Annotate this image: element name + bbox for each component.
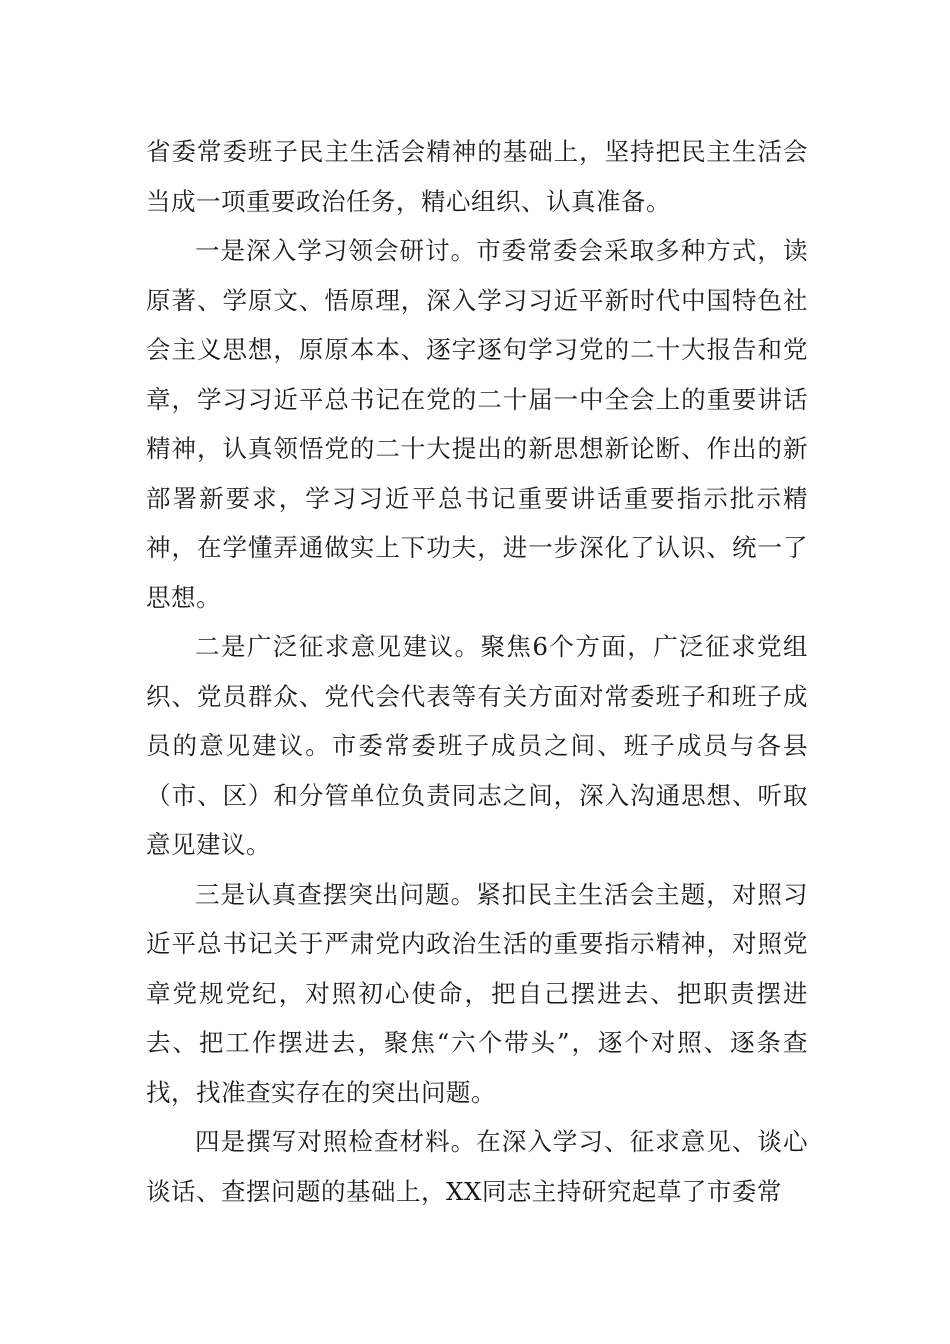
- paragraph-write-materials: 四是撰写对照检查材料。在深入学习、征求意见、谈心谈话、查摆问题的基础上，XX同志主持研究起草了市委常: [146, 1127, 808, 1206]
- document-body: [146, 127, 808, 1216]
- paragraph-study-discussion: 一是深入学习领会研讨。市委常委会采取多种方式，读原著、学原文、悟原理，深入学习习近平新时代中国特色社会主义思想，原原本本、逐字逐句学习党的二十大报告和党章，学习习近平总书记在党的二十届一中全会上的重要讲话精神，认真领悟党的二十大提出的新思想新论断、作出的新部署新要求，学习习近平总书记重要讲话重要指示批示精神，在学懂弄通做实上下功夫，进一步深化了认识、统一了思想。: [146, 236, 808, 612]
- paragraph-solicit-opinions: 二是广泛征求意见建议。聚焦6个方面，广泛征求党组织、党员群众、党代会代表等有关方面对常委班子和班子成员的意见建议。市委常委班子成员之间、班子成员与各县（市、区）和分管单位负责同志之间，深入沟通思想、听取意见建议。: [146, 632, 808, 859]
- paragraph-identify-problems: 三是认真查摆突出问题。紧扣民主生活会主题，对照习近平总书记关于严肃党内政治生活的重要指示精神，对照党章党规党纪，对照初心使命，把自己摆进去、把职责摆进去、把工作摆进去，聚焦“六个带头”，逐个对照、逐条查找，找准查实存在的突出问题。: [146, 879, 808, 1107]
- paragraph-continuation: 省委常委班子民主生活会精神的基础上，坚持把民主生活会当成一项重要政治任务，精心组织、认真准备。: [146, 137, 808, 216]
